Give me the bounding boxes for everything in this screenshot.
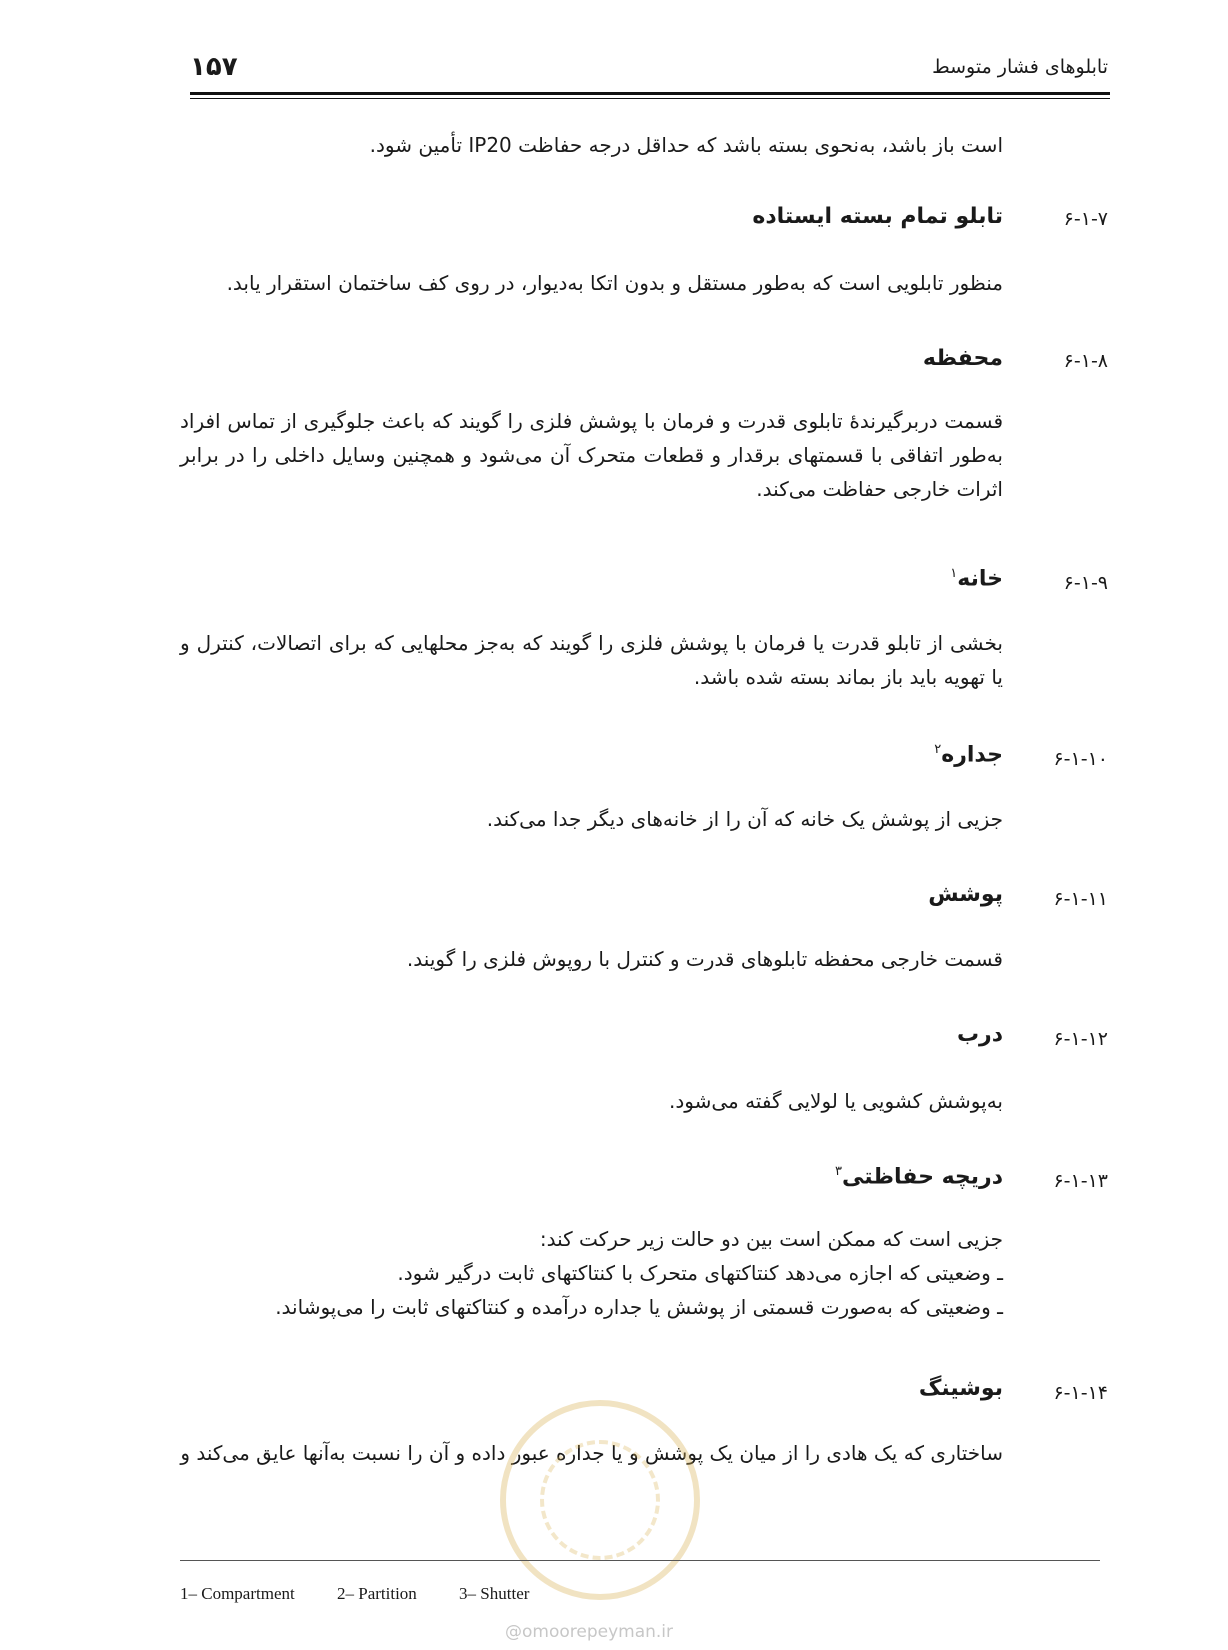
footnote-marker: ۱ — [950, 566, 958, 581]
footnote-item: 2– Partition — [336, 1584, 417, 1603]
section-number: ۶-۱-۱۴ — [1053, 1382, 1108, 1404]
section-body: جزیی از پوشش یک خانه که آن را از خانه‌های دیگر جدا می‌کند. — [486, 807, 1003, 831]
section-number: ۶-۱-۱۳ — [1053, 1170, 1108, 1192]
section-title: درب — [956, 1022, 1003, 1047]
section-body: ساختاری که یک هادی را از میان یک پوشش و یا جداره عبور داده و آن را نسبت به‌آنها عایق می‌کند و — [180, 1441, 1003, 1465]
section-title: پوشش — [928, 882, 1003, 907]
section-number: ۶-۱-۸ — [1063, 350, 1108, 372]
section-body: قسمت دربرگیرندهٔ تابلوی قدرت و فرمان با پوشش فلزی را گویند که باعث جلوگیری از تماس افراد به‌طور اتفاقی با قسمتهای برقدار و قطعات متحرک آن می‌شود و همچنین وسایل داخلی را در برابر اثرات خارجی حفاظت می‌کند. — [180, 409, 1003, 501]
page-number: ۱۵۷ — [190, 52, 238, 82]
section-body: قسمت خارجی محفظه تابلوهای قدرت و کنترل با روپوش فلزی را گویند. — [406, 947, 1003, 971]
section-number: ۶-۱-۱۱ — [1053, 888, 1108, 910]
header-rule — [190, 92, 1110, 95]
watermark-site: @omoorepeyman.ir — [505, 1622, 674, 1642]
bullet-item: ـ وضعیتی که اجازه می‌دهد کنتاکتهای متحرک با کنتاکتهای ثابت درگیر شود. — [397, 1261, 1003, 1285]
footnote-marker: ۲ — [934, 742, 942, 757]
footnote-marker: ۳ — [835, 1164, 843, 1179]
section-title — [934, 742, 1003, 767]
footnote-item: 3– Shutter — [459, 1584, 530, 1603]
section-title — [835, 1164, 1003, 1189]
section-title-text: دریچه حفاظتی — [842, 1164, 1003, 1190]
section-body: به‌پوشش کشویی یا لولایی گفته می‌شود. — [668, 1089, 1003, 1113]
header-rule-thin — [190, 98, 1110, 99]
section-body — [275, 1222, 1003, 1324]
section-body-text: جزیی است که ممکن است بین دو حالت زیر حرکت کند: — [539, 1227, 1003, 1251]
section-number: ۶-۱-۱۰ — [1053, 748, 1108, 770]
section-number: ۶-۱-۱۲ — [1053, 1028, 1108, 1050]
footnote-rule — [180, 1560, 1100, 1561]
bullet-item: ـ وضعیتی که به‌صورت قسمتی از پوشش یا جداره درآمده و کنتاکتهای ثابت را می‌پوشاند. — [275, 1295, 1003, 1319]
section-body: منظور تابلویی است که به‌طور مستقل و بدون اتکا به‌دیوار، در روی کف ساختمان استقرار یابد. — [226, 271, 1003, 295]
section-number: ۶-۱-۷ — [1063, 208, 1108, 230]
watermark-seal-inner — [540, 1440, 660, 1560]
section-title: تابلو تمام بسته ایستاده — [752, 204, 1003, 229]
section-title-text: خانه — [957, 566, 1003, 592]
section-title — [950, 566, 1003, 591]
section-title: بوشینگ — [918, 1376, 1003, 1401]
section-number: ۶-۱-۹ — [1063, 572, 1108, 594]
section-title: محفظه — [922, 346, 1003, 371]
running-title: تابلوهای فشار متوسط — [932, 56, 1108, 78]
section-title-text: جداره — [941, 742, 1003, 768]
section-body: بخشی از تابلو قدرت یا فرمان با پوشش فلزی را گویند که به‌جز محلهایی که برای اتصالات، کنترل و یا تهویه باید باز بماند بسته شده باشد. — [180, 631, 1003, 689]
footnote-item: 1– Compartment — [180, 1584, 295, 1603]
footnotes — [180, 1584, 567, 1604]
intro-paragraph: است باز باشد، به‌نحوی بسته باشد که حداقل درجه حفاظت IP20 تأمین شود. — [369, 133, 1003, 157]
